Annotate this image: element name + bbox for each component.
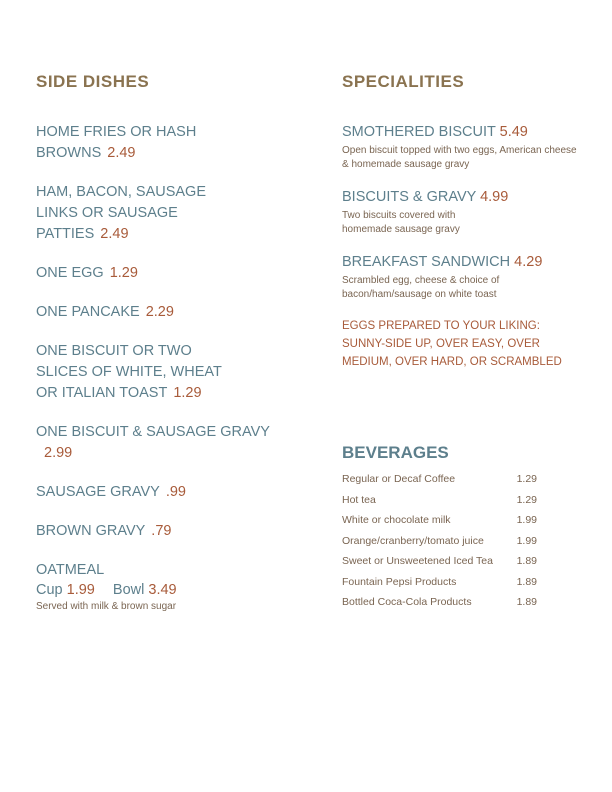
menu-item [36, 482, 326, 503]
cup-label: Cup [36, 582, 63, 598]
item-name: HAM, BACON, SAUSAGE LINKS OR SAUSAGE PATTIES [36, 184, 207, 242]
menu-item [36, 521, 326, 542]
item-price: 1.29 [109, 265, 138, 281]
oatmeal-item [36, 560, 326, 614]
beverages-heading: BEVERAGES [342, 443, 449, 462]
beverages-section [342, 443, 592, 613]
side-dishes-section [36, 72, 326, 632]
item-price: 2.49 [100, 226, 129, 242]
menu-item [36, 263, 326, 284]
beverage-name: Sweet or Unsweetened Iced Tea [342, 555, 493, 567]
beverage-row [342, 531, 537, 552]
item-name: SAUSAGE GRAVY [36, 484, 160, 500]
item-name: SMOTHERED BISCUIT [342, 124, 496, 140]
item-description: Open biscuit topped with two eggs, American cheese & homemade sausage gravy [342, 145, 577, 170]
menu-item [36, 122, 326, 164]
beverage-row [342, 469, 537, 490]
specialities-heading: SPECIALITIES [342, 72, 465, 91]
item-price: 5.49 [499, 124, 528, 140]
menu-item [36, 341, 326, 404]
item-name: BISCUITS & GRAVY [342, 189, 477, 205]
cup-price: 1.99 [66, 582, 95, 598]
beverage-row [342, 490, 537, 511]
bowl-price: 3.49 [148, 582, 177, 598]
item-price: 2.49 [107, 145, 136, 161]
item-name: ONE BISCUIT OR TWO SLICES OF WHITE, WHEAT OR ITALIAN TOAST [36, 343, 222, 401]
beverage-name: Orange/cranberry/tomato juice [342, 534, 484, 547]
item-price: 1.29 [173, 385, 202, 401]
oatmeal-name: OATMEAL [36, 562, 105, 578]
beverage-name: White or chocolate milk [342, 514, 451, 526]
eggs-preparation-note: EGGS PREPARED TO YOUR LIKING: SUNNY-SIDE UP, OVER EASY, OVER MEDIUM, OVER HARD, OR SCRAMBLED [342, 320, 562, 368]
item-name: ONE PANCAKE [36, 304, 140, 320]
beverage-price: 1.29 [516, 473, 537, 485]
beverage-price: 1.89 [516, 596, 537, 608]
item-price: 2.29 [145, 304, 174, 320]
item-name: HOME FRIES OR HASH BROWNS [36, 124, 197, 161]
beverage-row [342, 572, 537, 593]
item-price: 2.99 [44, 445, 73, 461]
beverage-price: 1.29 [516, 493, 537, 506]
item-description: Two biscuits covered with homemade sausage gravy [342, 210, 460, 235]
specialities-section [342, 72, 592, 613]
item-name: BREAKFAST SANDWICH [342, 254, 511, 270]
menu-item [342, 252, 592, 302]
menu-item [36, 302, 326, 323]
menu-item [36, 182, 326, 245]
bowl-label: Bowl [112, 582, 145, 598]
item-price: 4.29 [514, 254, 543, 270]
item-name: ONE BISCUIT & SAUSAGE GRAVY [36, 424, 270, 440]
menu-item [36, 422, 326, 464]
beverage-name: Bottled Coca-Cola Products [342, 596, 472, 608]
menu-item [342, 187, 592, 237]
oatmeal-note: Served with milk & brown sugar [36, 601, 177, 612]
beverage-price: 1.89 [516, 575, 537, 588]
item-price: .79 [151, 523, 172, 539]
item-price: 4.99 [480, 189, 509, 205]
beverage-name: Regular or Decaf Coffee [342, 473, 456, 485]
item-description: Scrambled egg, cheese & choice of bacon/ham/sausage on white toast [342, 275, 500, 300]
beverage-name: Fountain Pepsi Products [342, 575, 457, 588]
beverage-row [342, 551, 537, 572]
beverage-price: 1.99 [516, 534, 537, 547]
menu-item [342, 122, 592, 172]
item-price: .99 [165, 484, 186, 500]
beverage-row [342, 592, 537, 613]
beverage-row [342, 510, 537, 531]
beverage-price: 1.99 [516, 514, 537, 526]
beverage-name: Hot tea [342, 493, 376, 506]
beverage-price: 1.89 [516, 555, 537, 567]
item-name: ONE EGG [36, 265, 104, 281]
side-dishes-heading: SIDE DISHES [36, 72, 150, 91]
item-name: BROWN GRAVY [36, 523, 146, 539]
